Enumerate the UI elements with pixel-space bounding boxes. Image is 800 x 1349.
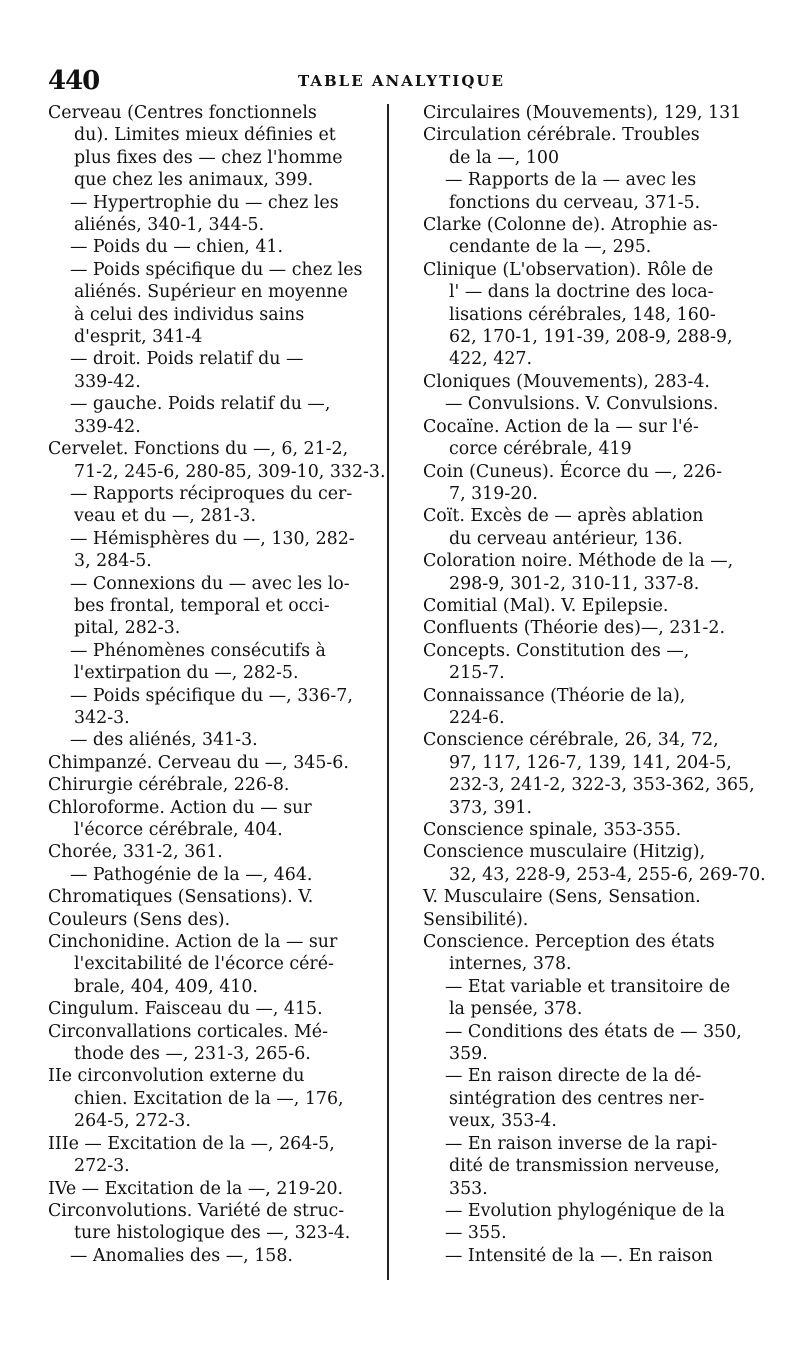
index-line: 62, 170-1, 191-39, 208-9, 288-9,	[449, 327, 733, 348]
index-line: aliénés. Supérieur en moyenne	[74, 282, 348, 303]
index-line: d'esprit, 341-4	[74, 327, 203, 348]
index-line: — En raison directe de la dé-	[445, 1066, 702, 1087]
index-line: Conscience musculaire (Hitzig),	[423, 842, 706, 863]
index-line: Connaissance (Théorie de la),	[423, 685, 686, 706]
index-line: Cloniques (Mouvements), 283-4.	[423, 371, 710, 392]
index-line: pital, 282-3.	[74, 618, 181, 639]
index-line: 339-42.	[74, 416, 141, 437]
index-line: 359.	[449, 1044, 488, 1065]
index-line: — 355.	[445, 1223, 507, 1244]
index-line: sintégration des centres ner-	[449, 1088, 705, 1109]
index-line: Coloration noire. Méthode de la —,	[423, 551, 734, 572]
index-line: 298-9, 301-2, 310-11, 337-8.	[449, 573, 700, 594]
index-line: Sensibilité).	[423, 909, 529, 930]
index-line: — Rapports de la — avec les	[445, 170, 697, 191]
index-line: l' — dans la doctrine des loca-	[449, 282, 714, 303]
index-line: — Rapports réciproques du cer-	[70, 483, 353, 504]
index-line: Clinique (L'observation). Rôle de	[423, 259, 714, 280]
index-line: Circulation cérébrale. Troubles	[423, 125, 700, 146]
index-line: Conscience spinale, 353-355.	[423, 820, 682, 840]
index-line: corce cérébrale, 419	[449, 439, 632, 460]
page-header	[48, 66, 752, 94]
index-line: IIIe — Excitation de la —, 264-5,	[48, 1133, 335, 1154]
index-line: que chez les animaux, 399.	[74, 170, 314, 191]
index-line: Chloroforme. Action du — sur	[48, 797, 312, 818]
index-line: brale, 404, 409, 410.	[74, 976, 258, 997]
index-line: IVe — Excitation de la —, 219-20.	[48, 1178, 344, 1199]
index-line: internes, 378.	[449, 954, 572, 975]
index-line: 264-5, 272-3.	[74, 1111, 191, 1132]
index-line: du). Limites mieux définies et	[74, 125, 336, 146]
index-line: l'extirpation du —, 282-5.	[74, 663, 299, 684]
index-line: 353.	[449, 1178, 488, 1199]
index-line: Circonvallations corticales. Mé-	[48, 1021, 328, 1042]
index-line: — Intensité de la —. En raison	[445, 1245, 713, 1266]
index-line: Coït. Excès de — après ablation	[423, 506, 704, 527]
index-line: IIe circonvolution externe du	[48, 1066, 305, 1087]
index-line: Comitial (Mal). V. Epilepsie.	[423, 595, 669, 616]
index-line: Conscience cérébrale, 26, 34, 72,	[423, 730, 719, 751]
index-line: la pensée, 378.	[449, 999, 583, 1020]
index-line: — Anomalies des —, 158.	[70, 1245, 293, 1266]
index-line: — gauche. Poids relatif du —,	[70, 394, 331, 415]
index-line: Chirurgie cérébrale, 226-8.	[48, 775, 290, 796]
index-line: lisations cérébrales, 148, 160-	[449, 304, 716, 325]
index-line: à celui des individus sains	[74, 304, 305, 325]
index-column-right	[423, 102, 766, 1267]
index-line: — droit. Poids relatif du —	[70, 349, 304, 370]
index-line: ture histologique des —, 323-4.	[74, 1223, 351, 1244]
page-number: 440	[48, 66, 100, 96]
index-line: — Evolution phylogénique de la	[445, 1200, 725, 1221]
index-line: Chimpanzé. Cerveau du —, 345-6.	[48, 752, 349, 773]
index-line: 422, 427.	[449, 349, 532, 370]
index-column-left	[48, 102, 386, 1267]
index-line: — Poids spécifique du —, 336-7,	[70, 685, 353, 706]
index-line: du cerveau antérieur, 136.	[449, 528, 683, 549]
index-line: Concepts. Constitution des —,	[423, 640, 690, 661]
index-line: — Hypertrophie du — chez les	[70, 192, 339, 213]
index-line: Couleurs (Sens des).	[48, 909, 231, 930]
index-line: dité de transmission nerveuse,	[449, 1156, 720, 1177]
index-line: 215-7.	[449, 663, 505, 684]
running-title: TABLE ANALYTIQUE	[298, 72, 505, 90]
index-line: 3, 284-5.	[74, 551, 152, 572]
index-line: — Connexions du — avec les lo-	[70, 573, 350, 594]
index-line: — Convulsions. V. Convulsions.	[445, 394, 719, 415]
index-line: Chromatiques (Sensations). V.	[48, 887, 314, 908]
index-line: — Conditions des états de — 350,	[445, 1021, 742, 1042]
index-line: Chorée, 331-2, 361.	[48, 842, 223, 863]
column-divider	[387, 104, 389, 1280]
index-line: chien. Excitation de la —, 176,	[74, 1088, 344, 1109]
index-line: Cocaïne. Action de la — sur l'é-	[423, 416, 699, 437]
index-line: Circonvolutions. Variété de struc-	[48, 1200, 345, 1221]
index-line: — En raison inverse de la rapi-	[445, 1133, 718, 1154]
index-line: 272-3.	[74, 1156, 130, 1177]
index-line: l'écorce cérébrale, 404.	[74, 820, 283, 840]
index-line: Confluents (Théorie des)—, 231-2.	[423, 618, 725, 639]
index-line: Cingulum. Faisceau du —, 415.	[48, 999, 323, 1020]
index-line: — des aliénés, 341-3.	[70, 730, 258, 751]
index-line: V. Musculaire (Sens, Sensation.	[423, 887, 701, 908]
index-line: Conscience. Perception des états	[423, 932, 715, 953]
index-line: fonctions du cerveau, 371-5.	[449, 192, 701, 213]
index-line: 224-6.	[449, 707, 505, 728]
index-line: — Hémisphères du —, 130, 282-	[70, 528, 355, 549]
index-line: 232-3, 241-2, 322-3, 353-362, 365,	[449, 775, 755, 796]
index-line: Cinchonidine. Action de la — sur	[48, 932, 338, 953]
index-line: de la —, 100	[449, 147, 560, 168]
index-line: 342-3.	[74, 707, 130, 728]
index-line: 32, 43, 228-9, 253-4, 255-6, 269-70.	[449, 864, 766, 885]
index-line: — Poids spécifique du — chez les	[70, 259, 363, 280]
index-line: — Poids du — chien, 41.	[70, 237, 284, 258]
index-line: cendante de la —, 295.	[449, 237, 652, 258]
index-line: plus fixes des — chez l'homme	[74, 147, 343, 168]
index-line: 97, 117, 126-7, 139, 141, 204-5,	[449, 752, 732, 773]
index-line: 7, 319-20.	[449, 483, 538, 504]
index-line: — Pathogénie de la —, 464.	[70, 864, 313, 885]
index-line: Coin (Cuneus). Écorce du —, 226-	[423, 461, 722, 482]
index-line: aliénés, 340-1, 344-5.	[74, 215, 265, 236]
index-line: — Etat variable et transitoire de	[445, 976, 731, 997]
index-line: veux, 353-4.	[449, 1111, 557, 1132]
index-line: 71-2, 245-6, 280-85, 309-10, 332-3.	[74, 461, 386, 482]
index-line: l'excitabilité de l'écorce céré-	[74, 954, 334, 975]
index-line: Clarke (Colonne de). Atrophie as-	[423, 215, 718, 236]
index-line: Circulaires (Mouvements), 129, 131	[423, 103, 742, 123]
index-line: 373, 391.	[449, 797, 532, 818]
index-line: — Phénomènes consécutifs à	[70, 640, 326, 661]
index-line: 339-42.	[74, 371, 141, 392]
index-line: veau et du —, 281-3.	[74, 506, 256, 527]
index-line: Cerveau (Centres fonctionnels	[48, 103, 317, 123]
index-line: thode des —, 231-3, 265-6.	[74, 1044, 311, 1065]
index-line: bes frontal, temporal et occi-	[74, 595, 330, 616]
index-line: Cervelet. Fonctions du —, 6, 21-2,	[48, 439, 349, 460]
